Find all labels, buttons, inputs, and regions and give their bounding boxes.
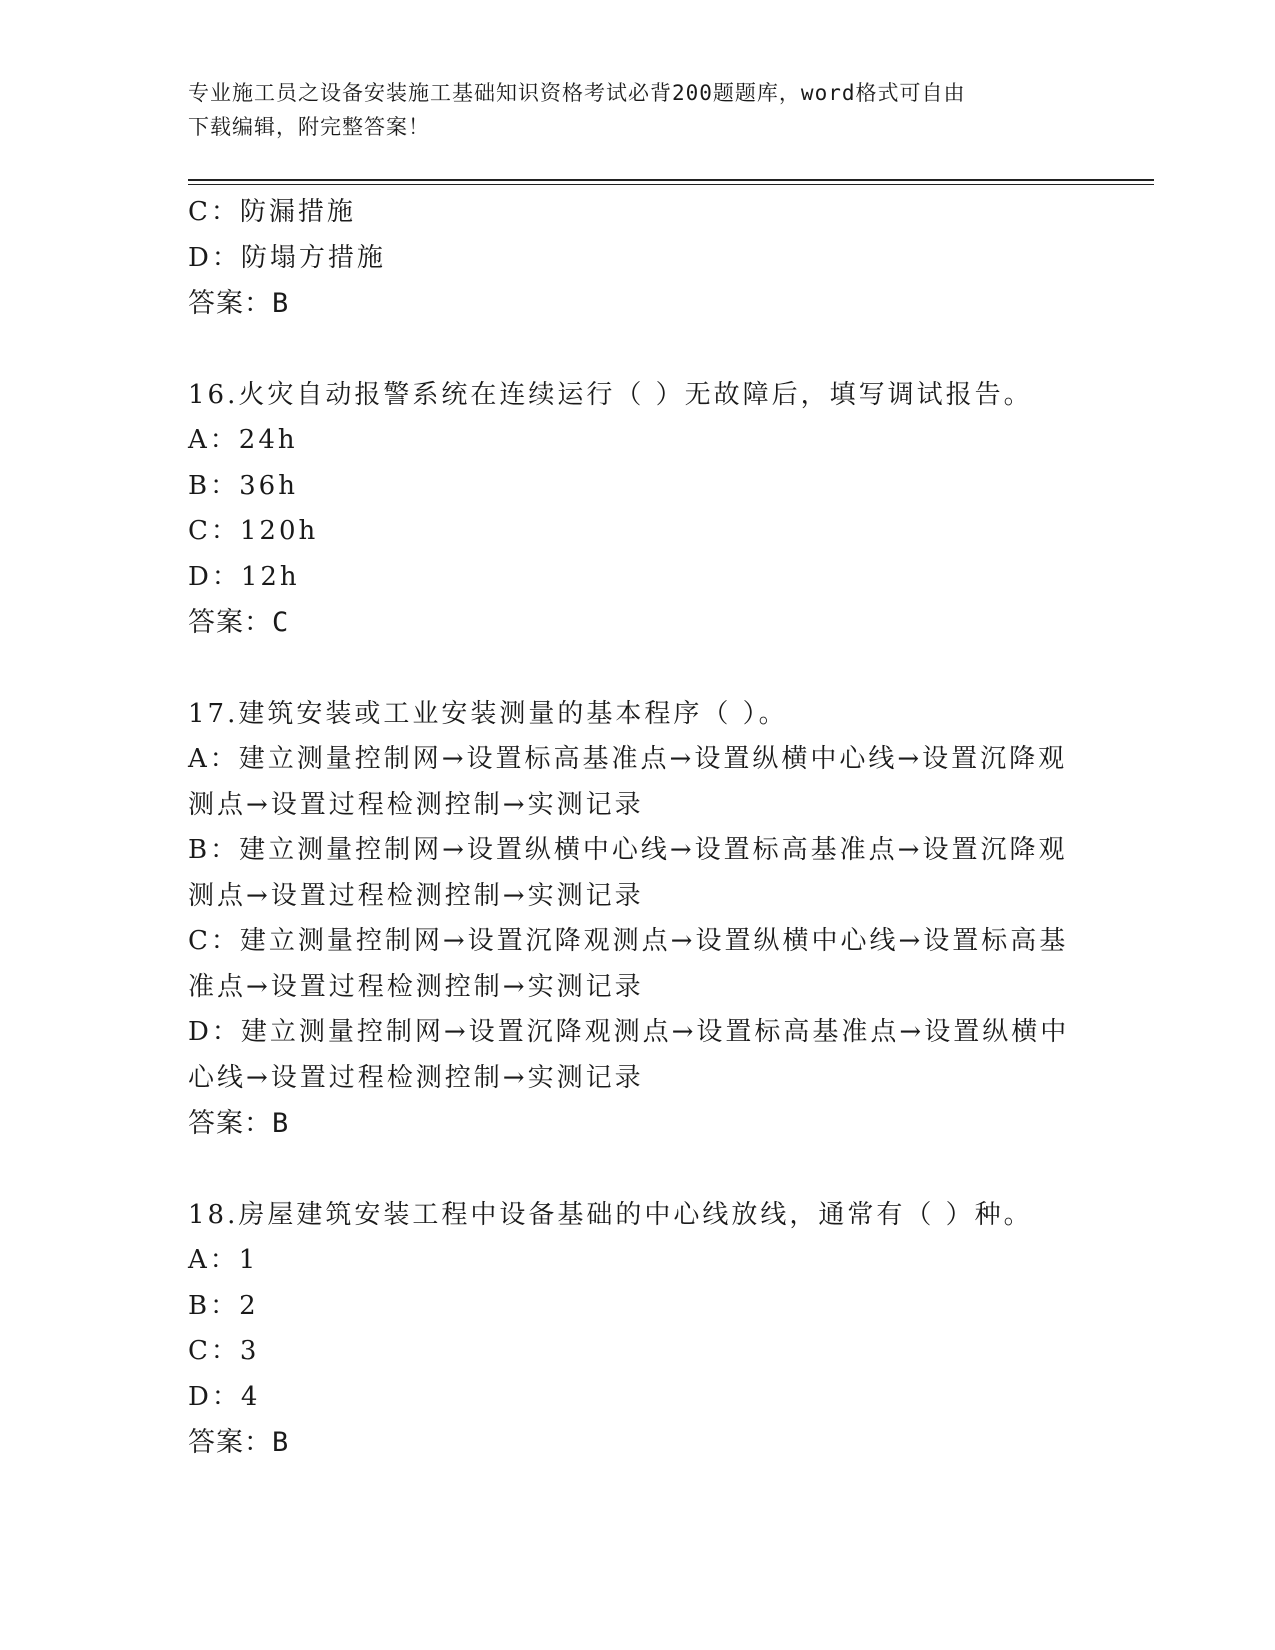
option-item [188, 1329, 1088, 1375]
option-text: A：24h [188, 425, 298, 455]
option-item [188, 555, 1088, 601]
option-text: C：建立测量控制网→设置沉降观测点→设置纵横中心线→设置标高基 [188, 926, 1069, 956]
option-text: C：120h [188, 516, 319, 546]
header-title-line2: 下载编辑，附完整答案！ [188, 115, 430, 139]
option-text: D：防塌方措施 [188, 242, 386, 273]
option-text: C：3 [188, 1336, 260, 1366]
option-item [188, 1010, 1088, 1101]
option-text-continued: 准点→设置过程检测控制→实测记录 [188, 971, 644, 1002]
answer-text: 答案：C [188, 607, 290, 638]
question-text: 18.房屋建筑安装工程中设备基础的中心线放线，通常有（ ）种。 [188, 1199, 1033, 1230]
option-text-continued: 测点→设置过程检测控制→实测记录 [188, 880, 644, 911]
question-text: 17.建筑安装或工业安装测量的基本程序（ ）。 [188, 698, 788, 729]
header-divider-thick [188, 179, 1154, 181]
option-item [188, 418, 1088, 464]
option-text: B：36h [188, 470, 298, 501]
option-text: D：4 [188, 1381, 261, 1412]
header-divider-thin [188, 184, 1154, 185]
question-text: 16.火灾自动报警系统在连续运行（ ）无故障后，填写调试报告。 [188, 379, 1033, 410]
option-text: D：建立测量控制网→设置沉降观测点→设置标高基准点→设置纵横中 [188, 1017, 1070, 1047]
option-text-continued: 心线→设置过程检测控制→实测记录 [188, 1062, 644, 1093]
question-block [188, 646, 1088, 1147]
question-block [188, 1147, 1088, 1466]
block-spacer [188, 646, 1088, 692]
option-text: A：建立测量控制网→设置标高基准点→设置纵横中心线→设置沉降观 [188, 744, 1068, 774]
option-text: B：建立测量控制网→设置纵横中心线→设置标高基准点→设置沉降观 [188, 835, 1068, 865]
answer-text: 答案：B [188, 1108, 290, 1139]
option-item [188, 737, 1088, 828]
option-item [188, 190, 1088, 236]
option-item [188, 1238, 1088, 1284]
option-item [188, 509, 1088, 555]
option-text: D：12h [188, 561, 300, 592]
option-item [188, 828, 1088, 919]
block-spacer [188, 1147, 1088, 1193]
option-text: B：2 [188, 1290, 259, 1321]
option-text-continued: 测点→设置过程检测控制→实测记录 [188, 789, 644, 820]
document-header [188, 76, 1068, 144]
question-block [188, 190, 1088, 327]
option-item [188, 1284, 1088, 1330]
question-block [188, 327, 1088, 646]
block-spacer [188, 327, 1088, 373]
answer-text: 答案：B [188, 1427, 290, 1458]
header-title-line1: 专业施工员之设备安装施工基础知识资格考试必背200题题库，word格式可自由 [188, 81, 966, 105]
option-item [188, 1375, 1088, 1421]
option-text: A：1 [188, 1245, 259, 1275]
answer-text: 答案：B [188, 288, 290, 319]
option-item [188, 236, 1088, 282]
option-item [188, 919, 1088, 1010]
question-list [188, 190, 1088, 1466]
option-text: C：防漏措施 [188, 197, 356, 227]
option-item [188, 464, 1088, 510]
